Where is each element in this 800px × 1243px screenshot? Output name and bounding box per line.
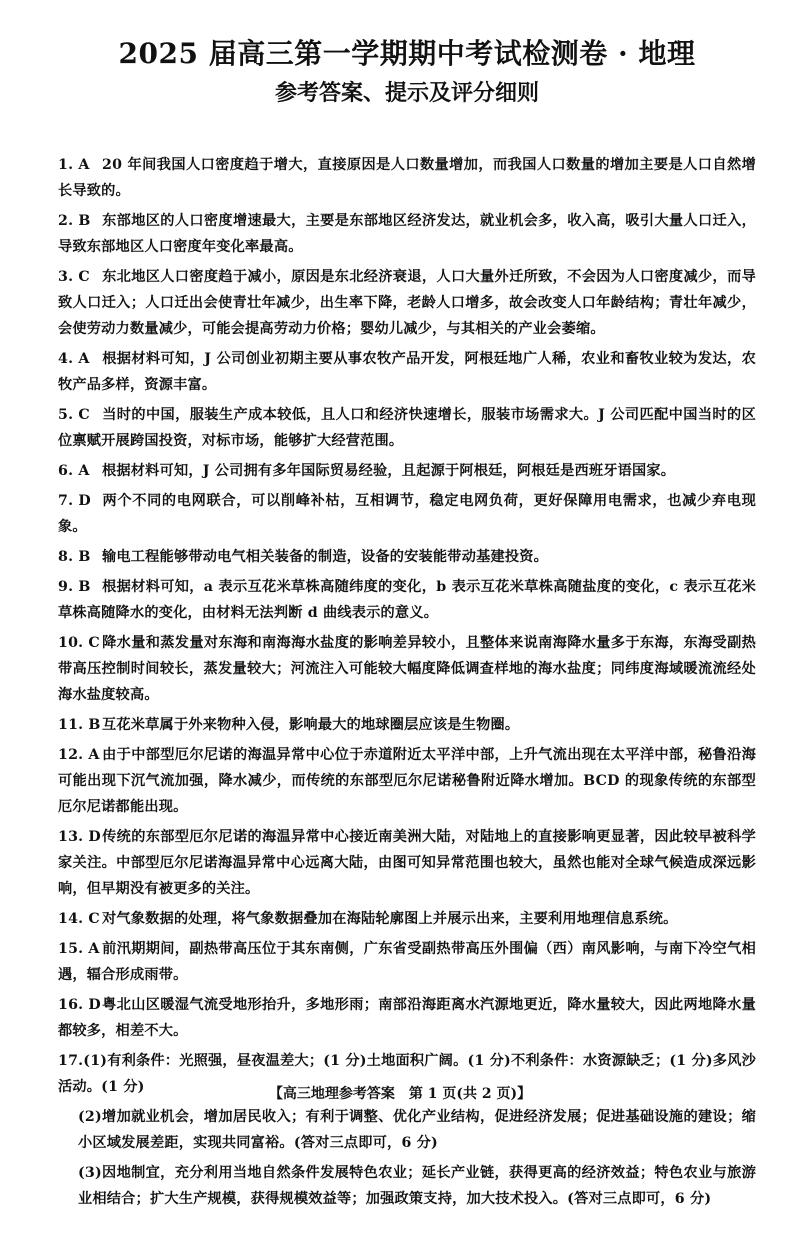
- answer-text: 由于中部型厄尔尼诺的海温异常中心位于赤道附近太平洋中部，上升气流出现在太平洋中部，秘鲁沿海可能出现下沉气流加强，降水减少，而传统的东部型厄尔尼诺秘鲁附近降水增加。BCD 的现象传统的东部型厄尔尼诺都能出现。: [58, 747, 756, 815]
- answer-subpart: (1)有利条件：光照强，昼夜温差大；(1 分)土地面积广阔。(1 分)不利条件：水资源缺乏；(1 分)多风沙活动。(1 分): [58, 1053, 756, 1095]
- answer-number: 2. B: [58, 213, 91, 229]
- answer-number: 9. B: [58, 579, 91, 595]
- answer-text: 对气象数据的处理，将气象数据叠加在海陆轮廓图上并展示出来，主要利用地理信息系统。: [102, 911, 678, 927]
- answer-item: [58, 824, 756, 902]
- answer-text: 20 年间我国人口密度趋于增大，直接原因是人口数量增加，而我国人口数量的增加主要是人口自然增长导致的。: [58, 157, 756, 199]
- page-subtitle: 参考答案、提示及评分细则: [274, 80, 539, 106]
- answer-text: 粤北山区暖湿气流受地形抬升，多地形雨；南部沿海距离水汽源地更近，降水量较大，因此两地降水量都较多，相差不大。: [58, 997, 756, 1039]
- answer-item: [58, 936, 756, 988]
- answer-text: 输电工程能够带动电气相关装备的制造，设备的安装能带动基建投资。: [102, 549, 549, 565]
- answer-text: 根据材料可知，J 公司拥有多年国际贸易经验，且起源于阿根廷，阿根廷是西班牙语国家。: [102, 463, 676, 479]
- answer-item: [58, 544, 756, 570]
- answer-text: 根据材料可知，a 表示互花米草株高随纬度的变化，b 表示互花米草株高随盐度的变化，c 表示互花米草株高随降水的变化，由材料无法判断 d 曲线表示的意义。: [58, 579, 756, 621]
- answer-text: 东部地区的人口密度增速最大，主要是东部地区经济发达，就业机会多，收入高，吸引大量人口迁入，导致东部地区人口密度年变化率最高。: [58, 213, 756, 255]
- answer-item: [58, 264, 756, 342]
- answer-number: 5. C: [58, 407, 90, 423]
- answer-text: 根据材料可知，J 公司创业初期主要从事农牧产品开发，阿根廷地广人稀，农业和畜牧业较为发达，农牧产品多样，资源丰富。: [58, 351, 756, 393]
- answer-item: [58, 488, 756, 540]
- answer-text: 东北地区人口密度趋于减小，原因是东北经济衰退，人口大量外迁所致，不会因为人口密度减少，而导致人口迁入；人口迁出会使青壮年减少，出生率下降，老龄人口增多，故会改变人口年龄结构；青壮年减少，会使劳动力数量减少，可能会提高劳动力价格；婴幼儿减少，与其相关的产业会萎缩。: [58, 269, 756, 337]
- answer-item: [58, 346, 756, 398]
- answer-item: [58, 906, 756, 932]
- answer-text: 当时的中国，服装生产成本较低，且人口和经济快速增长，服装市场需求大。J 公司匹配中国当时的区位禀赋开展跨国投资，对标市场，能够扩大经营范围。: [58, 407, 756, 449]
- page-title: 2025 届高三第一学期期中考试检测卷 · 地理: [118, 37, 696, 70]
- answer-number: 14. C: [58, 911, 100, 927]
- answer-number: 10. C: [58, 635, 100, 651]
- answer-list: [58, 152, 756, 1212]
- answer-number: 15. A: [58, 941, 100, 957]
- answer-number: 4. A: [58, 351, 90, 367]
- answer-item: [58, 458, 756, 484]
- answer-text: 降水量和蒸发量对东海和南海海水盐度的影响差异较小，且整体来说南海降水量多于东海，东海受副热带高压控制时间较长，蒸发量较大；河流注入可能较大幅度降低调查样地的海水盐度；同纬度海域暖流流经处海水盐度较高。: [58, 635, 756, 703]
- answer-text: 传统的东部型厄尔尼诺的海温异常中心接近南美洲大陆，对陆地上的直接影响更显著，因此较早被科学家关注。中部型厄尔尼诺海温异常中心远离大陆，由图可知异常范围也较大，虽然也能对全球气候造成深远影响，但早期没有被更多的关注。: [58, 829, 756, 897]
- page-footer: 【高三地理参考答案 第 1 页(共 2 页)】: [268, 1086, 532, 1102]
- answer-item: [58, 152, 756, 204]
- answer-item: [58, 574, 756, 626]
- answer-text: 前汛期期间，副热带高压位于其东南侧，广东省受副热带高压外围偏（西）南风影响，与南下冷空气相遇，辐合形成雨带。: [58, 941, 756, 983]
- answer-number: 8. B: [58, 549, 91, 565]
- answer-item: [58, 992, 756, 1044]
- answer-item: [58, 402, 756, 454]
- answer-item: [58, 208, 756, 260]
- answer-number: 7. D: [58, 493, 91, 509]
- answer-number: 3. C: [58, 269, 90, 285]
- answer-number: 6. A: [58, 463, 90, 479]
- answer-number: 1. A: [58, 157, 90, 173]
- answer-item: [58, 712, 756, 738]
- answer-number: 11. B: [58, 717, 101, 733]
- answer-number: 16. D: [58, 997, 101, 1013]
- answer-text: 互花米草属于外来物种入侵，影响最大的地球圈层应该是生物圈。: [102, 717, 520, 733]
- answer-number: 12. A: [58, 747, 100, 763]
- answer-item: [58, 742, 756, 820]
- answer-text: 两个不同的电网联合，可以削峰补枯，互相调节，稳定电网负荷，更好保障用电需求，也减少弃电现象。: [58, 493, 756, 535]
- answer-subpart: (3)因地制宜，充分利用当地自然条件发展特色农业；延长产业链，获得更高的经济效益；特色农业与旅游业相结合；扩大生产规模，获得规模效益等；加强政策支持，加大技术投入。(答对三点即可，6 分): [78, 1165, 756, 1207]
- answer-number: 13. D: [58, 829, 101, 845]
- answer-item: [58, 630, 756, 708]
- answer-number: 17.: [58, 1053, 84, 1069]
- answer-subpart: (2)增加就业机会，增加居民收入；有利于调整、优化产业结构，促进经济发展；促进基础设施的建设；缩小区域发展差距，实现共同富裕。(答对三点即可，6 分): [78, 1109, 756, 1151]
